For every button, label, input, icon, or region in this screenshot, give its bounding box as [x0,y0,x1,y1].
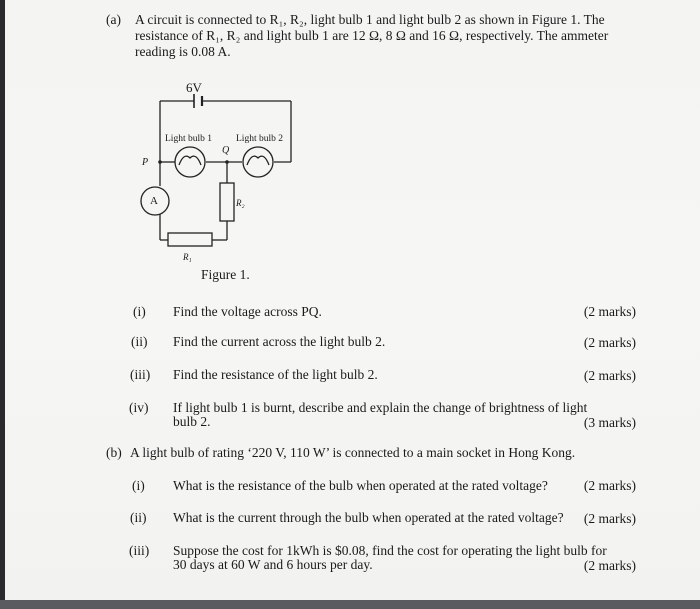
a-iv-text-line-1: If light bulb 1 is burnt, describe and explain the change of brightness of light [173,400,588,415]
bulb2-label: Light bulb 2 [236,134,283,144]
point-p-label: P [142,157,149,168]
a-ii-text: Find the current across the light bulb 2. [173,334,386,349]
bulb1-label: Light bulb 1 [165,134,212,144]
a-ii-number: (ii) [131,334,148,349]
battery-label: 6V [186,80,202,95]
bottom-edge-shadow [0,600,700,609]
b-ii-number: (ii) [130,510,147,525]
a-iii-text: Find the resistance of the light bulb 2. [173,367,378,382]
a-iv-number: (iv) [129,400,149,415]
junction-p [158,160,162,164]
part-b-intro: A light bulb of rating ‘220 V, 110 W’ is connected to a main socket in Hong Kong. [130,445,576,460]
a-iv-text-line-2: bulb 2. [173,414,211,429]
b-i-marks: (2 marks) [583,478,636,493]
b-i-number: (i) [132,478,145,493]
junction-q [225,160,229,164]
b-iii-marks: (2 marks) [583,558,636,573]
r2-label: R₂ [236,198,245,208]
light-bulb-2-filament [247,156,269,165]
light-bulb-1 [175,147,205,177]
b-iii-text-line-1: Suppose the cost for 1kWh is $0.08, find the cost for operating the light bulb for [173,543,607,558]
b-i-text: What is the resistance of the bulb when operated at the rated voltage? [173,478,548,493]
b-iii-text-line-2: 30 days at 60 W and 6 hours per day. [173,557,373,572]
part-a-intro-line-1: A circuit is connected to R₁, R₂, light bulb 1 and light bulb 2 as shown in Figure 1. The [135,12,605,27]
part-b-label: (b) [106,445,122,460]
r1-label: R₁ [183,252,192,262]
resistor-r2 [220,183,234,221]
a-ii-marks: (2 marks) [583,335,636,350]
figure-caption: Figure 1. [201,267,250,282]
point-q-label: Q [222,145,230,156]
light-bulb-1-filament [179,156,201,165]
b-iii-number: (iii) [129,543,150,558]
a-iii-marks: (2 marks) [583,368,636,383]
part-a-intro-line-3: reading is 0.08 A. [135,44,231,59]
a-i-number: (i) [133,304,146,319]
part-a-label: (a) [106,12,121,27]
ammeter-label: A [150,195,158,207]
part-a-intro-line-2: resistance of R₁, R₂ and light bulb 1 are 12 Ω, 8 Ω and 16 Ω, respectively. The ammeter [135,28,609,43]
a-iv-marks: (3 marks) [583,415,636,430]
resistor-r1 [168,233,212,246]
a-i-marks: (2 marks) [583,304,636,319]
b-ii-marks: (2 marks) [583,511,636,526]
a-i-text: Find the voltage across PQ. [173,304,322,319]
b-ii-text: What is the current through the bulb when operated at the rated voltage? [173,510,564,525]
light-bulb-2 [243,147,273,177]
a-iii-number: (iii) [130,367,151,382]
